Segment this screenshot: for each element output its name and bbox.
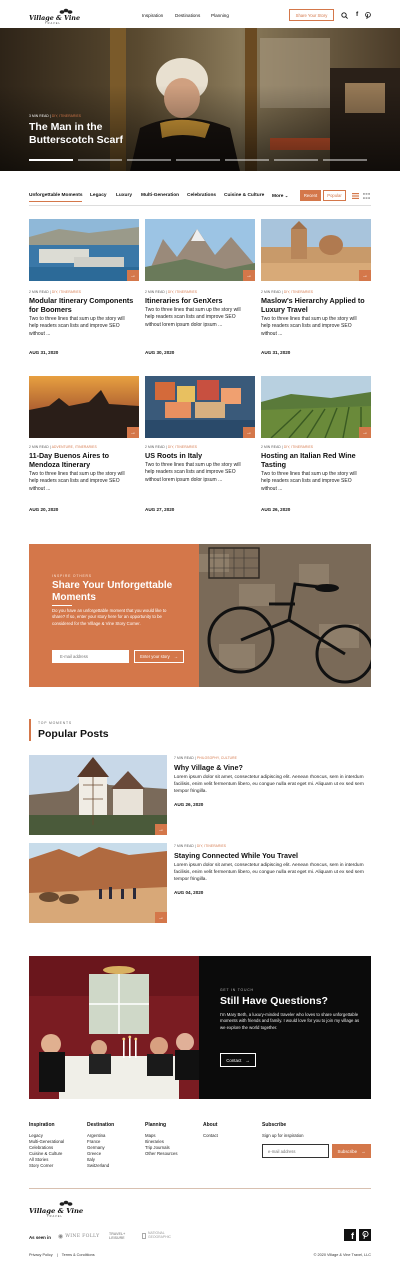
card-excerpt: Two to three lines that sum up the story will help readers scan lists and improve SEO without ...: [29, 471, 125, 492]
footer-col-title: Destination: [87, 1122, 115, 1128]
category[interactable]: PHILOSOPHY, CULTURE: [196, 756, 237, 760]
category[interactable]: DIY, ITINERARIES: [196, 844, 227, 848]
category[interactable]: DIY, ITINERARIES: [167, 290, 198, 294]
footer-col-links: [203, 1133, 218, 1139]
yellow-frame-icon: [142, 1233, 146, 1239]
as-seen-in-label: As seen in: [29, 1235, 51, 1240]
tab-luxury[interactable]: Luxury: [116, 193, 132, 198]
arrow-right-icon[interactable]: →: [155, 824, 167, 835]
active-tab-underline: [29, 201, 82, 202]
popular-eyebrow: TOP MOMENTS: [38, 721, 72, 725]
contact-section: [29, 956, 371, 1099]
hero-title[interactable]: The Man in the Butterscotch Scarf: [29, 121, 123, 146]
slide-indicator[interactable]: [323, 159, 367, 161]
card-date: AUG 31, 2020: [29, 350, 59, 355]
logo-subtext: TRAVEL: [47, 1215, 63, 1218]
hero-category[interactable]: DIY, ITINERARIES: [51, 114, 82, 118]
story-card[interactable]: [29, 219, 139, 359]
post-image[interactable]: [29, 843, 167, 923]
vineyard-photo: [261, 376, 371, 438]
read-time: 7 MIN READ: [174, 844, 194, 848]
footer-link[interactable]: Switzerland: [87, 1162, 110, 1168]
post-meta: 7 MIN READ | DIY, ITINERARIES: [174, 844, 227, 848]
site-header: [0, 0, 400, 28]
search-icon[interactable]: [341, 12, 348, 19]
footer-link[interactable]: Multi-Generational: [29, 1138, 65, 1144]
story-card[interactable]: [261, 376, 371, 516]
story-card[interactable]: [145, 376, 255, 516]
separator: |: [56, 1253, 58, 1257]
enter-story-button[interactable]: [134, 650, 184, 663]
card-date: AUG 27, 2020: [145, 507, 175, 512]
footer-logo[interactable]: [29, 1200, 84, 1218]
subscribe-title: Subscribe: [262, 1122, 287, 1128]
slide-indicator[interactable]: [78, 159, 122, 161]
press-logo-travel-leisure: TRAVEL+ LEISURE: [109, 1232, 126, 1240]
press-logo-wine-folly: [58, 1233, 99, 1240]
card-title[interactable]: US Roots in Italy: [145, 451, 203, 460]
nav-inspiration[interactable]: Inspiration: [142, 13, 164, 18]
legal-links: [29, 1253, 95, 1257]
card-title[interactable]: Maslow's Hierarchy Applied to Luxury Travel: [261, 296, 365, 314]
logo-text: Village & Vine: [29, 1207, 84, 1215]
nav-planning[interactable]: Planning: [211, 13, 229, 18]
card-excerpt: Two to three lines that sum up the story will help readers scan lists and improve SEO without lorem ipsum dolor ipsum ...: [145, 307, 241, 328]
subscribe-button-label: Subscribe: [337, 1148, 358, 1154]
arrow-right-icon[interactable]: →: [243, 270, 255, 281]
arrow-right-icon[interactable]: →: [359, 427, 371, 438]
logo[interactable]: [29, 8, 79, 26]
read-time: 2 MIN READ: [145, 445, 165, 449]
post-title[interactable]: Staying Connected While You Travel: [174, 851, 298, 860]
card-meta: 2 MIN READ | DIY, ITINERARIES: [261, 290, 314, 294]
pinterest-icon[interactable]: [365, 12, 371, 19]
city-cathedral-photo: [261, 219, 371, 281]
sort-popular-button[interactable]: Popular: [323, 190, 346, 201]
share-divider: [52, 605, 72, 606]
tab-more-label: More: [272, 194, 284, 199]
sort-recent-button[interactable]: Recent: [300, 190, 321, 201]
post-meta: 7 MIN READ | PHILOSOPHY, CULTURE: [174, 756, 237, 760]
read-time: 2 MIN READ: [29, 290, 49, 294]
footer-link[interactable]: Trip Journals: [145, 1144, 170, 1150]
arrow-right-icon[interactable]: →: [359, 270, 371, 281]
hero-slider[interactable]: [0, 28, 400, 171]
post-date: AUG 26, 2020: [174, 802, 204, 807]
mountains-photo: [145, 219, 255, 281]
card-excerpt: Two to three lines that sum up the story will help readers scan lists and improve SEO without ...: [261, 471, 357, 492]
contact-title: Still Have Questions?: [220, 995, 328, 1007]
slide-indicator[interactable]: [29, 159, 73, 161]
category[interactable]: DIY, ITINERARIES: [51, 290, 82, 294]
harbor-photo: [29, 219, 139, 281]
terms-link[interactable]: Terms & Conditions: [61, 1253, 95, 1257]
subscribe-email-input[interactable]: [262, 1144, 329, 1158]
logo-text: Village & Vine: [29, 14, 81, 22]
footer-link[interactable]: Legacy: [29, 1133, 43, 1138]
footer-facebook-icon[interactable]: f: [344, 1229, 356, 1241]
card-meta: 2 MIN READ | DIY, ITINERARIES: [261, 445, 314, 449]
card-title[interactable]: Itineraries for GenXers: [145, 296, 223, 305]
card-excerpt: Two to three lines that sum up the story will help readers scan lists and improve SEO without lorem ipsum dolor ipsum ...: [145, 462, 241, 483]
copyright: © 2020 Village & Vine Travel, LLC: [313, 1253, 371, 1257]
card-image[interactable]: [145, 376, 255, 438]
grid-view-icon[interactable]: [363, 193, 370, 199]
share-story-section: [29, 544, 371, 687]
pinterest-glyph: [362, 1231, 369, 1239]
sunset-city-photo: [29, 376, 139, 438]
arrow-right-icon[interactable]: →: [127, 427, 139, 438]
footer-col-title: Planning: [145, 1122, 167, 1128]
divider-line: [29, 205, 371, 206]
press-logo-national-geographic: [142, 1232, 176, 1240]
card-image[interactable]: [29, 376, 139, 438]
card-excerpt: Two to three lines that sum up the story will help readers scan lists and improve SEO without ...: [261, 316, 357, 337]
story-card[interactable]: [261, 219, 371, 359]
footer-link[interactable]: France: [87, 1138, 101, 1144]
share-eyebrow: INSPIRE OTHERS: [52, 574, 92, 578]
subscribe-button[interactable]: [332, 1144, 371, 1158]
contact-panel: [199, 956, 371, 1099]
footer-link[interactable]: Celebrations: [29, 1144, 54, 1150]
read-time: 2 MIN READ: [261, 445, 281, 449]
card-image[interactable]: [261, 376, 371, 438]
card-title[interactable]: 11-Day Buenos Aires to Mendoza Itinerary: [29, 451, 110, 469]
category[interactable]: DIY, ITINERARIES: [283, 290, 314, 294]
arrow-right-icon[interactable]: →: [243, 427, 255, 438]
card-meta: 2 MIN READ | DIY, ITINERARIES: [145, 290, 198, 294]
card-image[interactable]: [29, 219, 139, 281]
footer-link[interactable]: Greece: [87, 1150, 102, 1156]
read-time: 7 MIN READ: [174, 756, 194, 760]
footer-link[interactable]: Argentina: [87, 1133, 106, 1138]
popular-title: Popular Posts: [38, 728, 109, 740]
popular-post[interactable]: [29, 755, 371, 835]
contact-button-label: Contact: [226, 1057, 242, 1063]
castle-photo: [29, 755, 167, 835]
vine-leaves-icon: [59, 1200, 73, 1207]
category[interactable]: DIY, ITINERARIES: [283, 445, 314, 449]
footer-col-links: [145, 1133, 177, 1157]
slide-indicator[interactable]: [274, 159, 318, 161]
logo-subtext: TRAVEL: [45, 21, 61, 25]
popular-post[interactable]: [29, 843, 371, 923]
arrow-right-icon[interactable]: →: [127, 270, 139, 281]
footer-divider: [29, 1188, 371, 1189]
hero-meta: 3 MIN READ | DIY, ITINERARIES: [29, 114, 82, 118]
arrow-right-icon: →: [361, 1148, 366, 1154]
card-date: AUG 31, 2020: [261, 350, 291, 355]
post-excerpt: Lorem ipsum dolor sit amet, consectetur adipiscing elit. Aenean rhoncus, sem in interdum facilisis, enim velit fermentum libero, eu congue nulla erat eget mi. Aliquam ut ex sed sem tempor fringilla.: [174, 775, 364, 794]
footer-link[interactable]: Cuisine & Culture: [29, 1150, 63, 1156]
card-title[interactable]: Hosting an Italian Red Wine Tasting: [261, 451, 356, 469]
dinner-party-photo: [29, 956, 199, 1099]
subscribe-text: Sign up for inspiration: [262, 1133, 304, 1138]
wine-glass-icon: ◉: [58, 1234, 64, 1240]
tab-more[interactable]: [272, 193, 288, 199]
footer-link[interactable]: Itineraries: [145, 1138, 164, 1144]
category[interactable]: ADVENTURE, ITINERARIES: [51, 445, 97, 449]
footer-col-links: [87, 1133, 109, 1168]
card-image[interactable]: [145, 219, 255, 281]
footer-link[interactable]: Germany: [87, 1144, 105, 1150]
post-title[interactable]: Why Village & Vine?: [174, 763, 243, 772]
desert-photo: [29, 843, 167, 923]
footer-link[interactable]: Maps: [145, 1133, 156, 1138]
slide-indicator[interactable]: [225, 159, 269, 161]
card-title[interactable]: Modular Itinerary Components for Boomers: [29, 296, 134, 314]
press-name: NATIONAL GEOGRAPHIC: [148, 1231, 171, 1239]
tab-unforgettable-moments[interactable]: Unforgettable Moments: [29, 193, 83, 198]
share-body: Do you have an unforgettable moment that you would like to share? If so, enter your story here for an opportunity to be considered for the Village & Vine Story Corner.: [52, 608, 167, 626]
card-excerpt: Two to three lines that sum up the story will help readers scan lists and improve SEO without ...: [29, 316, 125, 337]
arrow-right-icon: →: [173, 654, 178, 659]
tab-celebrations[interactable]: Celebrations: [187, 193, 217, 198]
privacy-link[interactable]: Privacy Policy: [29, 1253, 53, 1257]
nav-destinations[interactable]: Destinations: [175, 13, 201, 18]
list-view-icon[interactable]: [352, 193, 359, 199]
footer-pinterest-icon[interactable]: [359, 1229, 371, 1241]
category[interactable]: DIY, ITINERARIES: [167, 445, 198, 449]
slide-indicator[interactable]: [176, 159, 220, 161]
read-time: 2 MIN READ: [261, 290, 281, 294]
hero-read-time: 3 MIN READ: [29, 114, 49, 118]
enter-story-label: Enter your story: [140, 654, 170, 659]
card-date: AUG 30, 2020: [145, 350, 175, 355]
press-name: WINE FOLLY: [65, 1234, 100, 1239]
share-story-panel: [29, 544, 199, 687]
post-date: AUG 04, 2020: [174, 890, 204, 895]
tab-multi-generation[interactable]: Multi-Generation: [141, 193, 180, 198]
story-card[interactable]: [29, 376, 139, 516]
card-image[interactable]: [261, 219, 371, 281]
cinque-terre-photo: [145, 376, 255, 438]
card-meta: 2 MIN READ | DIY, ITINERARIES: [29, 290, 82, 294]
post-image[interactable]: [29, 755, 167, 835]
share-email-input[interactable]: [52, 650, 129, 663]
popular-section-accent: [29, 719, 31, 741]
slide-indicator[interactable]: [127, 159, 171, 161]
tab-legacy[interactable]: Legacy: [90, 193, 107, 198]
hero-pagination: [29, 159, 371, 161]
story-card[interactable]: [145, 219, 255, 359]
footer-link[interactable]: Italy: [87, 1156, 95, 1162]
footer-col-title: About: [203, 1122, 218, 1128]
facebook-icon[interactable]: f: [356, 11, 359, 18]
footer-link[interactable]: Other Resources: [145, 1150, 178, 1156]
arrow-right-icon: →: [245, 1057, 250, 1063]
card-date: AUG 20, 2020: [29, 507, 59, 512]
contact-button[interactable]: [220, 1053, 256, 1067]
tab-cuisine-culture[interactable]: Cuisine & Culture: [224, 193, 265, 198]
contact-body: I'm Mary Beth, a luxury-minded traveler who loves to share unforgettable moments with friends and family. I would love for you to join my village as we explore the world together.: [220, 1012, 360, 1030]
contact-eyebrow: GET IN TOUCH: [220, 988, 254, 992]
read-time: 2 MIN READ: [29, 445, 49, 449]
read-time: 2 MIN READ: [145, 290, 165, 294]
footer-link[interactable]: Story Corner: [29, 1162, 54, 1168]
bicycle-photo: [199, 544, 371, 687]
share-title: Share Your Unforgettable Moments: [52, 580, 173, 603]
arrow-right-icon[interactable]: →: [155, 912, 167, 923]
post-excerpt: Lorem ipsum dolor sit amet, consectetur adipiscing elit. Aenean rhoncus, sem in interdum facilisis, enim velit fermentum libero, eu congue nulla erat eget mi. Aliquam ut ex sed sem tempor fringilla.: [174, 863, 364, 882]
share-story-button[interactable]: Share Your Story: [289, 9, 334, 21]
chevron-down-icon: ⌄: [284, 193, 289, 198]
card-date: AUG 26, 2020: [261, 507, 291, 512]
footer-link[interactable]: Contact: [203, 1133, 218, 1138]
hero-image: [0, 28, 400, 171]
card-meta: 2 MIN READ | DIY, ITINERARIES: [145, 445, 198, 449]
footer-col-links: [29, 1133, 64, 1168]
footer-col-title: Inspiration: [29, 1122, 55, 1128]
footer-link[interactable]: All Stories: [29, 1156, 49, 1162]
card-meta: 2 MIN READ | ADVENTURE, ITINERARIES: [29, 445, 97, 449]
